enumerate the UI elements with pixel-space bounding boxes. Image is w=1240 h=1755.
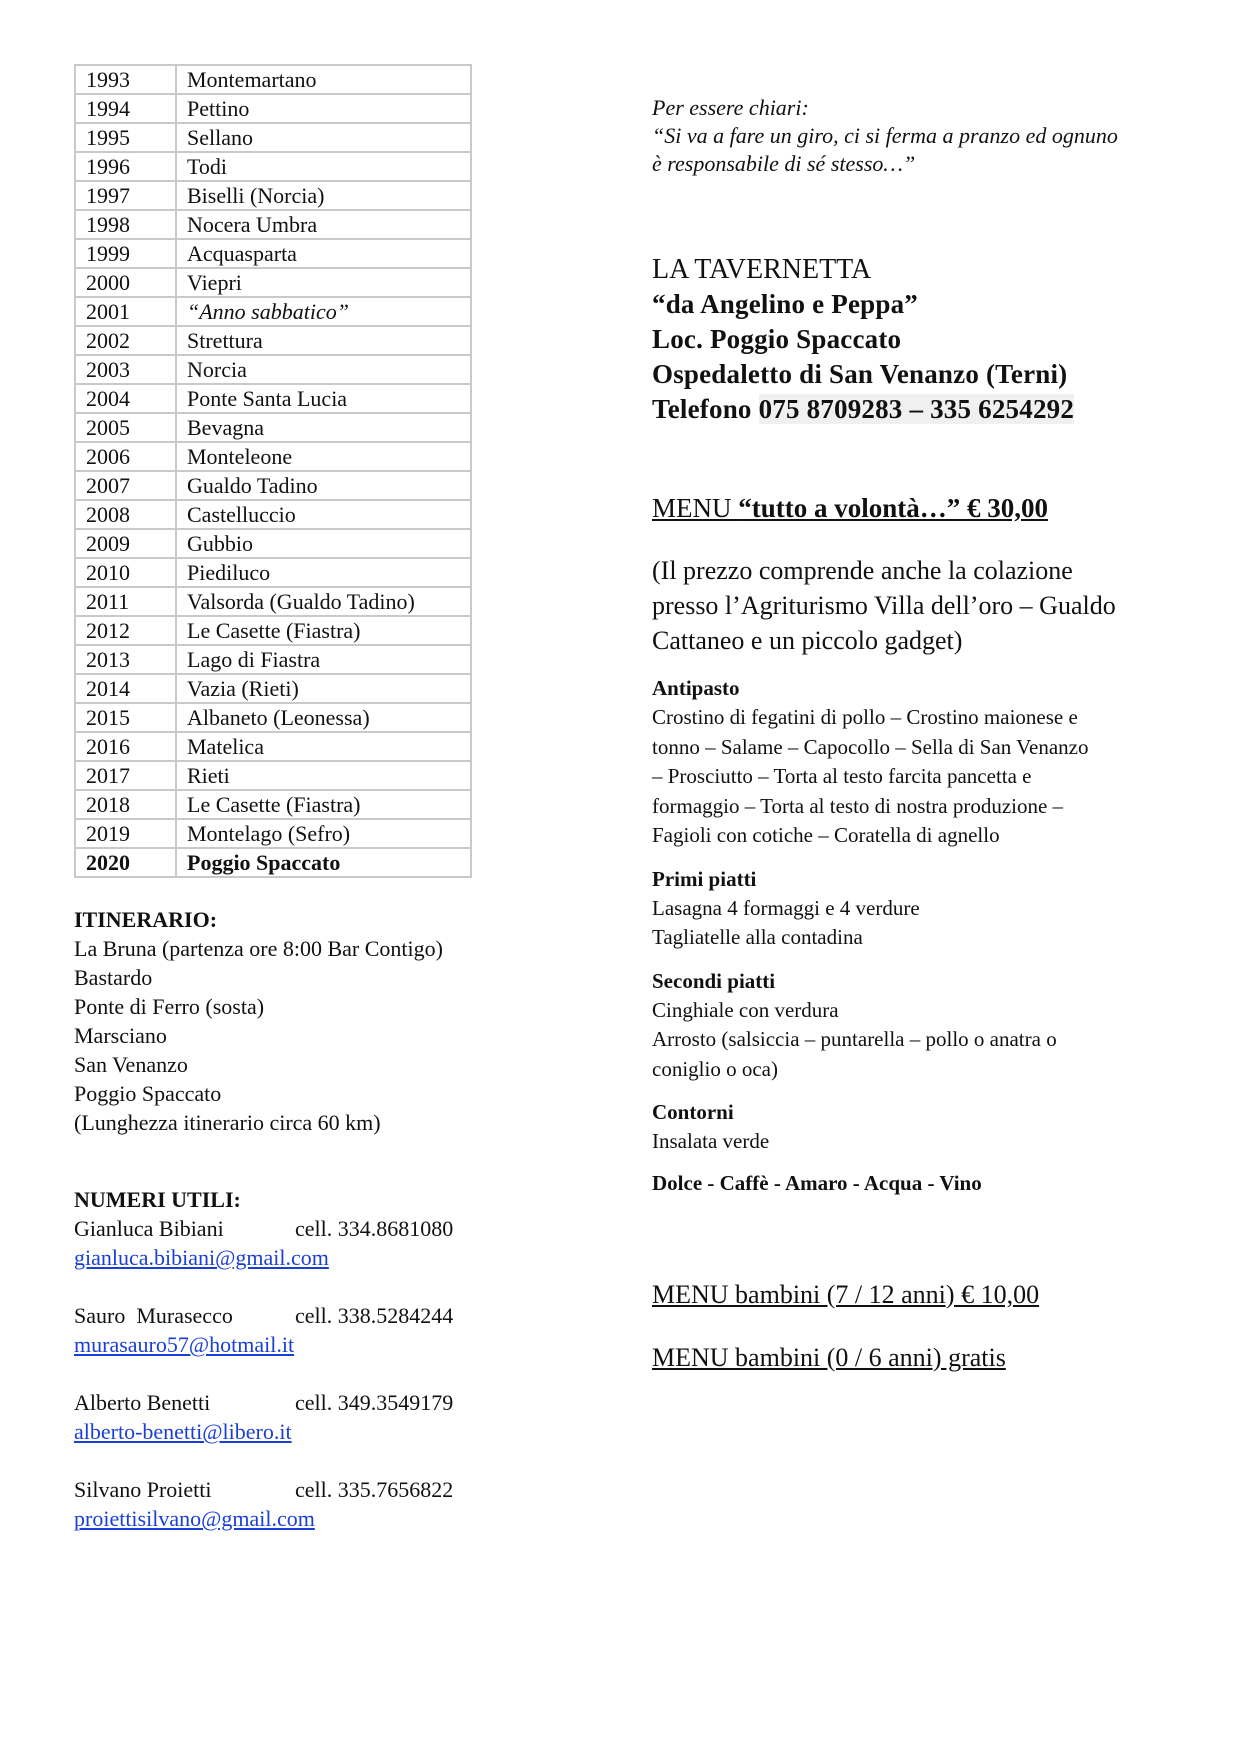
year-cell: 2003: [75, 355, 176, 384]
itinerary-stop: San Venanzo: [74, 1052, 188, 1077]
year-cell: 2011: [75, 587, 176, 616]
place-cell: [176, 65, 471, 94]
place-cell: [176, 500, 471, 529]
table-row: [75, 790, 471, 819]
place-cell: [176, 413, 471, 442]
table-row: [75, 326, 471, 355]
place-cell: [176, 123, 471, 152]
place-cell: [176, 732, 471, 761]
place-cell: [176, 674, 471, 703]
table-row: [75, 558, 471, 587]
place-text: Valsorda (Gualdo Tadino): [187, 589, 415, 614]
contact-phone: cell. 335.7656822: [295, 1477, 454, 1502]
place-text: Viepri: [187, 270, 242, 295]
contact-entry: [74, 1214, 574, 1272]
contact-name: Alberto Benetti: [74, 1390, 211, 1415]
contact-email-link[interactable]: gianluca.bibiani@gmail.com: [74, 1245, 329, 1270]
year-cell: 2013: [75, 645, 176, 674]
year-cell: 1994: [75, 94, 176, 123]
year-cell: 1996: [75, 152, 176, 181]
place-text: Monteleone: [187, 444, 293, 469]
course-item: Fagioli con cotiche – Coratella di agnello: [652, 823, 1000, 847]
contact-entry: [74, 1301, 574, 1359]
restaurant-phone: 075 8709283 – 335 6254292: [758, 394, 1075, 424]
table-row: [75, 674, 471, 703]
itinerary-stop: Ponte di Ferro (sosta): [74, 994, 265, 1019]
restaurant-town: Ospedaletto di San Venanzo (Terni): [652, 359, 1068, 389]
table-row: [75, 819, 471, 848]
year-cell: 1995: [75, 123, 176, 152]
itinerary-stop: Bastardo: [74, 965, 153, 990]
table-row: [75, 355, 471, 384]
place-text: Albaneto (Leonessa): [187, 705, 370, 730]
place-text: Vazia (Rieti): [187, 676, 299, 701]
intro-line-2: “Si va a fare un giro, ci si ferma a pranzo ed ognuno: [652, 123, 1118, 148]
table-row: [75, 297, 471, 326]
contacts-section: [74, 1185, 574, 1533]
year-cell: 2019: [75, 819, 176, 848]
year-cell: 2010: [75, 558, 176, 587]
place-text: “Anno sabbatico”: [187, 299, 349, 324]
restaurant-info: [652, 252, 1212, 427]
year-cell: 2006: [75, 442, 176, 471]
year-cell: 1997: [75, 181, 176, 210]
year-cell: 2001: [75, 297, 176, 326]
contact-name: Gianluca Bibiani: [74, 1216, 224, 1241]
place-cell: [176, 645, 471, 674]
place-text: Lago di Fiastra: [187, 647, 321, 672]
table-row: [75, 239, 471, 268]
itinerary-stop: La Bruna (partenza ore 8:00 Bar Contigo): [74, 936, 443, 961]
itinerary-stop: (Lunghezza itinerario circa 60 km): [74, 1110, 381, 1135]
course-item: Insalata verde: [652, 1129, 770, 1153]
table-row: [75, 645, 471, 674]
contact-entry: [74, 1475, 574, 1533]
contact-phone: cell. 334.8681080: [295, 1216, 454, 1241]
course-item: – Prosciutto – Torta al testo farcita pancetta e: [652, 764, 1032, 788]
year-cell: 2004: [75, 384, 176, 413]
contacts-title: NUMERI UTILI:: [74, 1187, 241, 1212]
year-cell: 2009: [75, 529, 176, 558]
course-heading: Primi piatti: [652, 866, 757, 891]
year-cell: 1999: [75, 239, 176, 268]
table-row: [75, 123, 471, 152]
place-cell: [176, 529, 471, 558]
place-text: Rieti: [187, 763, 230, 788]
course-item: Arrosto (salsiccia – puntarella – pollo o anatra o: [652, 1027, 1057, 1051]
course-item: coniglio o oca): [652, 1056, 778, 1081]
table-row: [75, 384, 471, 413]
table-row: [75, 500, 471, 529]
year-cell: 2014: [75, 674, 176, 703]
menu-course: [652, 1098, 1212, 1157]
place-text: Poggio Spaccato: [187, 850, 341, 875]
contacts-list: [74, 1214, 574, 1533]
year-cell: 2002: [75, 326, 176, 355]
place-cell: [176, 297, 471, 326]
place-text: Matelica: [187, 734, 264, 759]
price-note-line: (Il prezzo comprende anche la colazione: [652, 556, 1073, 585]
year-cell: 1998: [75, 210, 176, 239]
place-text: Gubbio: [187, 531, 253, 556]
menu-title-prefix: MENU: [652, 493, 739, 523]
place-text: Le Casette (Fiastra): [187, 792, 361, 817]
place-cell: [176, 181, 471, 210]
place-cell: [176, 703, 471, 732]
course-item: Tagliatelle alla contadina: [652, 925, 863, 949]
place-text: Acquasparta: [187, 241, 297, 266]
table-row: [75, 210, 471, 239]
table-row: [75, 587, 471, 616]
place-text: Sellano: [187, 125, 253, 150]
contact-row: [74, 1475, 574, 1504]
restaurant-name: LA TAVERNETTA: [652, 254, 872, 285]
place-cell: [176, 616, 471, 645]
menu-course: [652, 674, 1212, 851]
course-item: Lasagna 4 formaggi e 4 verdure: [652, 895, 920, 920]
place-text: Montelago (Sefro): [187, 821, 351, 846]
restaurant-phone-line: [652, 392, 1212, 427]
year-cell: 2015: [75, 703, 176, 732]
place-text: Biselli (Norcia): [187, 183, 325, 208]
restaurant-location: Loc. Poggio Spaccato: [652, 324, 902, 354]
table-row: [75, 703, 471, 732]
year-cell: 2016: [75, 732, 176, 761]
contact-row: [74, 1301, 574, 1330]
place-cell: [176, 239, 471, 268]
menu-courses: [652, 674, 1212, 1157]
contact-email-link[interactable]: proiettisilvano@gmail.com: [74, 1506, 315, 1531]
table-row: [75, 761, 471, 790]
table-row: [75, 268, 471, 297]
place-cell: [176, 94, 471, 123]
menu-course: [652, 865, 1212, 953]
year-cell: 1993: [75, 65, 176, 94]
table-row: [75, 181, 471, 210]
course-item: formaggio – Torta al testo di nostra produzione –: [652, 793, 1064, 818]
year-cell: 2008: [75, 500, 176, 529]
itinerary-stop: Marsciano: [74, 1023, 167, 1048]
year-cell: 2020: [75, 848, 176, 877]
place-cell: [176, 790, 471, 819]
contact-entry: [74, 1388, 574, 1446]
menu-title-price: “tutto a volontà…” € 30,00: [738, 493, 1048, 523]
table-row: [75, 65, 471, 94]
history-table: [74, 64, 472, 878]
itinerary-stop: Poggio Spaccato: [74, 1081, 222, 1106]
intro-line-3: è responsabile di sé stesso…”: [652, 151, 916, 176]
place-cell: [176, 210, 471, 239]
place-cell: [176, 819, 471, 848]
table-row: [75, 848, 471, 877]
place-cell: [176, 384, 471, 413]
contact-row: [74, 1388, 574, 1417]
course-heading: Antipasto: [652, 676, 740, 700]
left-column: [74, 64, 574, 1533]
place-text: Gualdo Tadino: [187, 473, 318, 498]
menu-kids-younger: MENU bambini (0 / 6 anni) gratis: [652, 1342, 1006, 1372]
contact-name: Silvano Proietti: [74, 1477, 212, 1502]
place-cell: [176, 471, 471, 500]
table-row: [75, 94, 471, 123]
place-cell: [176, 355, 471, 384]
place-text: Bevagna: [187, 415, 264, 440]
year-cell: 2012: [75, 616, 176, 645]
contact-phone: cell. 338.5284244: [295, 1303, 454, 1328]
place-text: Nocera Umbra: [187, 212, 318, 237]
place-text: Le Casette (Fiastra): [187, 618, 361, 643]
contact-phone: cell. 349.3549179: [295, 1390, 454, 1415]
place-cell: [176, 587, 471, 616]
table-row: [75, 616, 471, 645]
contact-row: [74, 1214, 574, 1243]
intro-line-1: Per essere chiari:: [652, 95, 809, 120]
place-cell: [176, 268, 471, 297]
itinerary-title: ITINERARIO:: [74, 907, 218, 932]
itinerary-list: [74, 934, 574, 1137]
table-row: [75, 732, 471, 761]
menu-course: [652, 967, 1212, 1085]
table-row: [75, 413, 471, 442]
restaurant-phone-label: Telefono: [652, 394, 759, 424]
contact-email-link[interactable]: alberto-benetti@libero.it: [74, 1419, 292, 1444]
year-cell: 2007: [75, 471, 176, 500]
place-cell: [176, 442, 471, 471]
course-item: Crostino di fegatini di pollo – Crostino maionese e: [652, 705, 1078, 729]
right-column: [652, 94, 1212, 1375]
table-row: [75, 529, 471, 558]
menu-title: [652, 491, 1212, 525]
menu-kids-older: MENU bambini (7 / 12 anni) € 10,00: [652, 1279, 1040, 1309]
course-item: Cinghiale con verdura: [652, 997, 839, 1022]
table-row: [75, 442, 471, 471]
menu-price-note: [652, 553, 1212, 658]
place-text: Ponte Santa Lucia: [187, 386, 348, 411]
course-heading: Secondi piatti: [652, 968, 776, 993]
year-cell: 2000: [75, 268, 176, 297]
table-row: [75, 471, 471, 500]
place-cell: [176, 558, 471, 587]
restaurant-subtitle: “da Angelino e Peppa”: [652, 289, 918, 319]
price-note-line: presso l’Agriturismo Villa dell’oro – Gualdo: [652, 591, 1116, 620]
price-note-line: Cattaneo e un piccolo gadget): [652, 626, 963, 655]
place-cell: [176, 152, 471, 181]
place-text: Montemartano: [187, 67, 317, 92]
place-cell: [176, 848, 471, 877]
year-cell: 2018: [75, 790, 176, 819]
course-item: tonno – Salame – Capocollo – Sella di San Venanzo: [652, 734, 1089, 759]
table-row: [75, 152, 471, 181]
itinerary-section: [74, 905, 574, 1137]
place-text: Castelluccio: [187, 502, 296, 527]
place-text: Piediluco: [187, 560, 271, 585]
contact-email-link[interactable]: murasauro57@hotmail.it: [74, 1332, 295, 1357]
menu-extras: Dolce - Caffè - Amaro - Acqua - Vino: [652, 1170, 982, 1195]
place-text: Norcia: [187, 357, 247, 382]
place-cell: [176, 326, 471, 355]
place-text: Pettino: [187, 96, 250, 121]
year-cell: 2005: [75, 413, 176, 442]
place-text: Strettura: [187, 328, 263, 353]
course-heading: Contorni: [652, 1100, 734, 1124]
place-cell: [176, 761, 471, 790]
intro-quote: [652, 94, 1212, 178]
place-text: Todi: [187, 154, 228, 179]
contact-name: Sauro Murasecco: [74, 1303, 233, 1328]
year-cell: 2017: [75, 761, 176, 790]
